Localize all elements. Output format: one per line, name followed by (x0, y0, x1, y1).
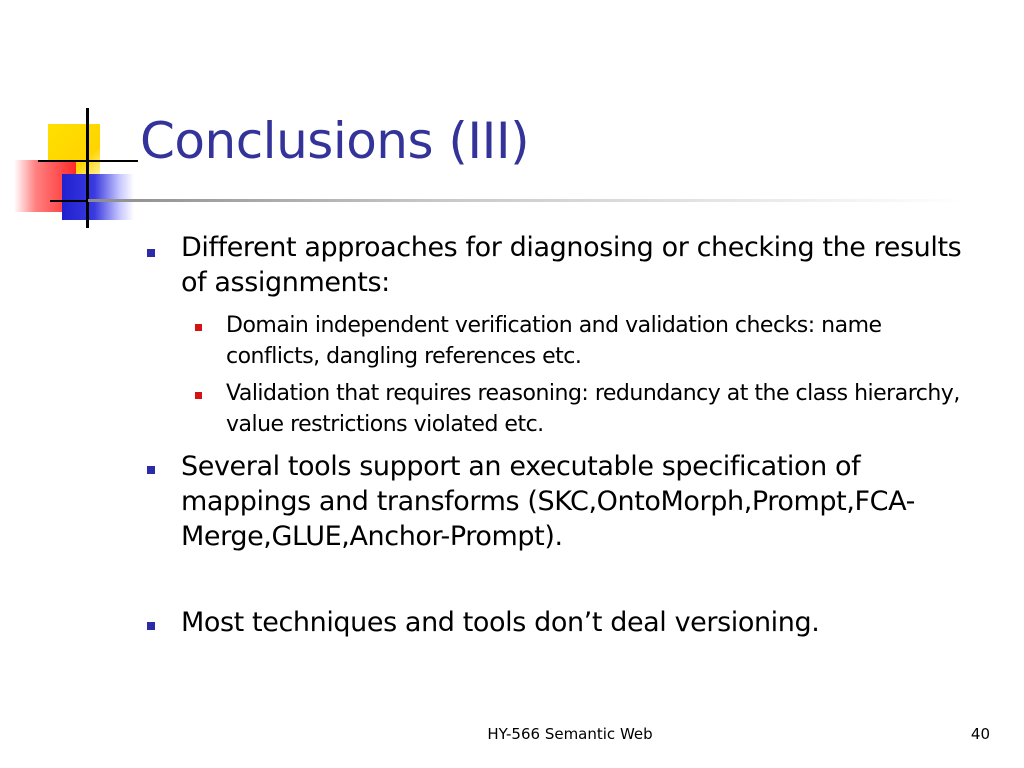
vertical-line (86, 108, 89, 228)
slide-title: Conclusions (III) (140, 112, 530, 170)
square-bullet-icon (195, 324, 202, 331)
page-number: 40 (970, 725, 990, 743)
square-bullet-icon (147, 622, 155, 630)
footer-course-title: HY-566 Semantic Web (487, 725, 653, 743)
blue-square-icon (62, 174, 134, 220)
bullet-text: Several tools support an executable specification of mappings and transforms (SKC,OntoMorph,Prompt,FCA-Merge,GLUE,Anchor-Prompt). (181, 451, 915, 552)
bullet-text: Different approaches for diagnosing or checking the results of assignments: (181, 232, 962, 298)
horizontal-line-top (38, 160, 138, 162)
square-bullet-icon (147, 466, 155, 474)
square-bullet-icon (195, 392, 202, 399)
square-bullet-icon (147, 249, 155, 257)
sub-bullet-text: Validation that requires reasoning: redundancy at the class hierarchy, value restrictions violated etc. (226, 381, 960, 437)
sub-bullet-text: Domain independent verification and validation checks: name conflicts, dangling references etc. (226, 313, 882, 369)
title-divider (88, 199, 968, 202)
bullet-text: Most techniques and tools don’t deal versioning. (181, 607, 820, 638)
